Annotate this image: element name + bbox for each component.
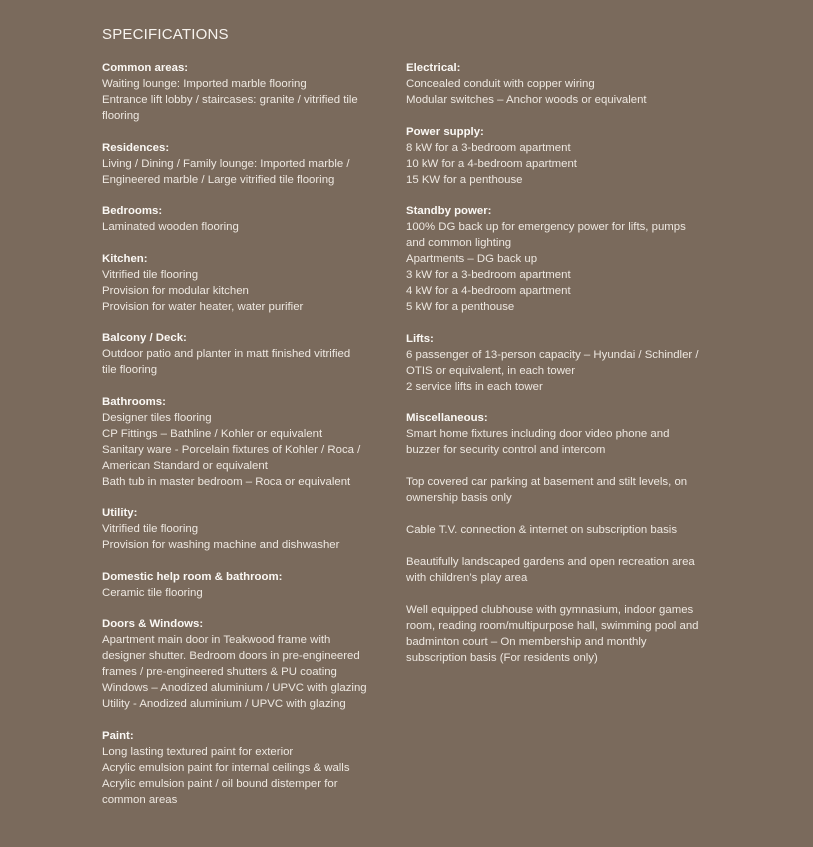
spec-line: Provision for washing machine and dishwasher	[102, 539, 340, 551]
spec-line: Apartments – DG back up	[406, 253, 538, 265]
spec-line: ownership basis only	[406, 491, 512, 504]
misc-paragraph-cable-tv	[406, 522, 716, 538]
spec-line: 6 passenger of 13-person capacity – Hyundai / Schindler /	[406, 348, 699, 361]
spec-line: designer shutter. Bedroom doors in pre-engineered	[102, 650, 360, 662]
section-paint	[102, 728, 374, 808]
section-power-supply	[406, 124, 716, 188]
spec-line: Bath tub in master bedroom – Roca or equivalent	[102, 475, 351, 488]
spec-line: tile flooring	[102, 364, 158, 376]
spec-line: buzzer for security control and intercom	[406, 444, 606, 456]
section-heading: Doors & Windows:	[102, 618, 204, 630]
section-heading: Utility:	[102, 507, 138, 519]
spec-line: room, reading room/multipurpose hall, swimming pool and	[406, 619, 699, 632]
spec-line: 2 service lifts in each tower	[406, 380, 543, 393]
spec-line: 4 kW for a 4-bedroom apartment	[406, 285, 571, 297]
section-residences	[102, 140, 374, 188]
spec-line: Vitrified tile flooring	[102, 523, 199, 535]
spec-line: Laminated wooden flooring	[102, 221, 239, 233]
misc-paragraph-clubhouse	[406, 602, 716, 666]
section-standby-power	[406, 203, 716, 315]
spec-line: 3 kW for a 3-bedroom apartment	[406, 269, 571, 281]
spec-line: with children’s play area	[406, 571, 528, 584]
left-column	[102, 60, 374, 823]
spec-line: Waiting lounge: Imported marble flooring	[102, 78, 307, 90]
spec-line: Cable T.V. connection & internet on subscription basis	[406, 523, 678, 536]
section-bedrooms	[102, 203, 374, 235]
section-heading: Miscellaneous:	[406, 412, 488, 424]
spec-line: Sanitary ware - Porcelain fixtures of Kohler / Roca /	[102, 443, 361, 456]
spec-line: Designer tiles flooring	[102, 411, 212, 424]
page-title: SPECIFICATIONS	[102, 26, 229, 43]
misc-paragraph-gardens	[406, 554, 716, 586]
section-bathrooms	[102, 394, 374, 490]
spec-line: 100% DG back up for emergency power for lifts, pumps	[406, 221, 686, 233]
spec-line: flooring	[102, 110, 140, 122]
section-heading: Paint:	[102, 729, 134, 742]
spec-line: Well equipped clubhouse with gymnasium, indoor games	[406, 603, 694, 616]
section-utility	[102, 505, 374, 553]
spec-line: subscription basis (For residents only)	[406, 651, 598, 664]
spec-line: Living / Dining / Family lounge: Imported marble /	[102, 157, 350, 170]
section-heading: Bathrooms:	[102, 395, 166, 408]
spec-line: 15 KW for a penthouse	[406, 173, 523, 186]
section-domestic-help-room	[102, 569, 374, 601]
section-balcony-deck	[102, 330, 374, 378]
spec-line: Vitrified tile flooring	[102, 268, 199, 281]
spec-line: Outdoor patio and planter in matt finished vitrified	[102, 348, 351, 360]
spec-line: Engineered marble / Large vitrified tile flooring	[102, 173, 335, 186]
spec-line: 5 kW for a penthouse	[406, 301, 515, 313]
spec-line: and common lighting	[406, 237, 512, 249]
section-heading: Kitchen:	[102, 252, 148, 265]
spec-line: Long lasting textured paint for exterior	[102, 745, 294, 758]
spec-line: Windows – Anodized aluminium / UPVC with glazing	[102, 682, 367, 694]
spec-line: Beautifully landscaped gardens and open recreation area	[406, 555, 695, 568]
section-electrical	[406, 60, 716, 108]
section-heading: Standby power:	[406, 205, 492, 217]
spec-line: Provision for modular kitchen	[102, 284, 249, 297]
section-heading: Lifts:	[406, 332, 434, 345]
spec-line: Utility - Anodized aluminium / UPVC with glazing	[102, 698, 346, 710]
section-heading: Residences:	[102, 141, 170, 154]
right-column	[406, 60, 716, 682]
spec-line: Top covered car parking at basement and stilt levels, on	[406, 475, 688, 488]
section-kitchen	[102, 251, 374, 315]
spec-line: Entrance lift lobby / staircases: granite / vitrified tile	[102, 94, 358, 106]
spec-line: CP Fittings – Bathline / Kohler or equivalent	[102, 427, 323, 440]
spec-line: 10 kW for a 4-bedroom apartment	[406, 157, 577, 170]
section-heading: Power supply:	[406, 125, 484, 138]
spec-line: OTIS or equivalent, in each tower	[406, 364, 576, 377]
spec-line: Acrylic emulsion paint / oil bound distemper for	[102, 777, 338, 790]
section-heading: Balcony / Deck:	[102, 332, 187, 344]
section-doors-windows	[102, 616, 374, 712]
spec-line: American Standard or equivalent	[102, 459, 268, 472]
spec-line: Modular switches – Anchor woods or equivalent	[406, 94, 647, 106]
section-miscellaneous	[406, 410, 716, 458]
section-common-areas	[102, 60, 374, 124]
spec-line: Apartment main door in Teakwood frame with	[102, 634, 331, 646]
spec-line: Concealed conduit with copper wiring	[406, 78, 595, 90]
spec-line: Provision for water heater, water purifier	[102, 300, 304, 313]
spec-line: common areas	[102, 793, 178, 806]
section-heading: Bedrooms:	[102, 205, 163, 217]
spec-line: Acrylic emulsion paint for internal ceilings & walls	[102, 761, 350, 774]
spec-line: 8 kW for a 3-bedroom apartment	[406, 141, 571, 154]
spec-line: Ceramic tile flooring	[102, 586, 203, 599]
misc-paragraph-car-parking	[406, 474, 716, 506]
spec-line: frames / pre-engineered shutters & PU coating	[102, 666, 337, 678]
spec-line: badminton court – On membership and monthly	[406, 635, 647, 648]
section-heading: Common areas:	[102, 62, 189, 74]
section-lifts	[406, 331, 716, 395]
section-heading: Domestic help room & bathroom:	[102, 570, 283, 583]
section-heading: Electrical:	[406, 62, 461, 74]
spec-line: Smart home fixtures including door video phone and	[406, 428, 670, 440]
